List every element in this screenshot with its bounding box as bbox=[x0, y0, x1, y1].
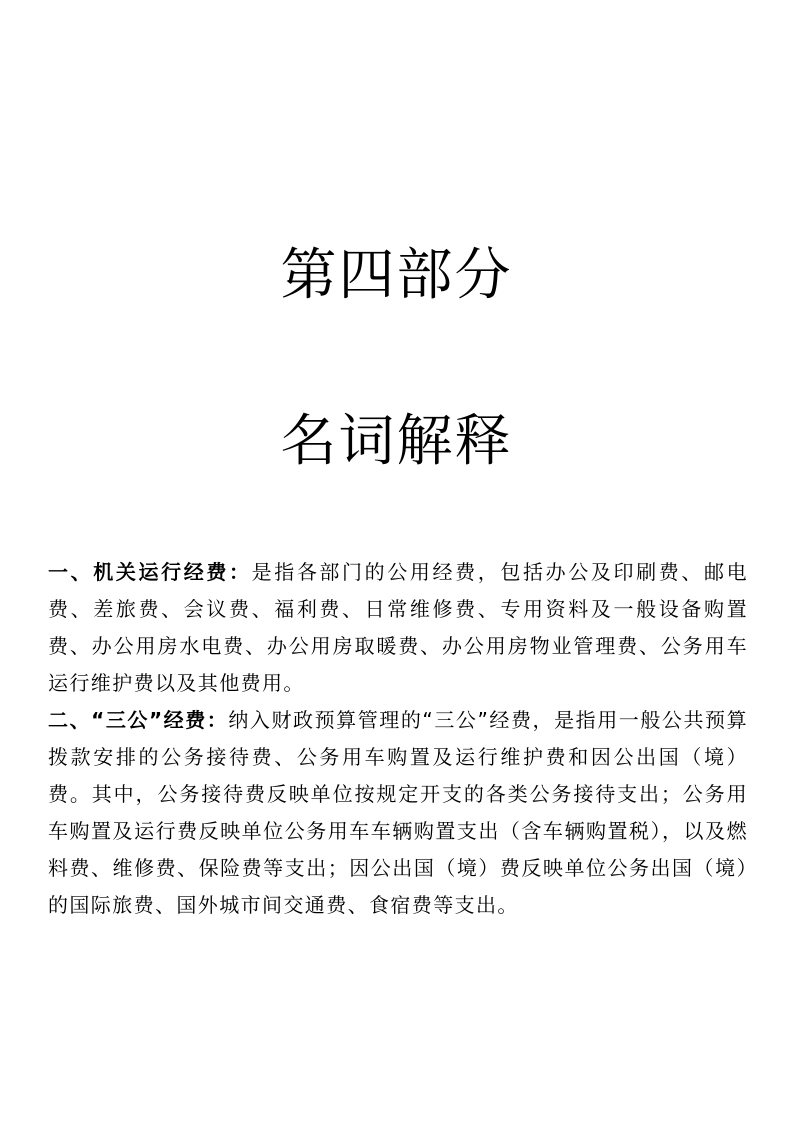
glossary-definition: 是指各部门的公用经费，包括办公及印刷费、邮电费、差旅费、会议费、福利费、日常维修费、专用资料及一般设备购置费、办公用房水电费、办公用房取暖费、办公用房物业管理费、公务用车运行维护费以及其他费用。 bbox=[48, 560, 748, 695]
section-title: 名词解释 bbox=[280, 409, 513, 474]
glossary-term: 一、机关运行经费： bbox=[48, 560, 252, 584]
glossary-term: 二、“三公”经费： bbox=[48, 708, 229, 732]
glossary-item-operating-expenses bbox=[48, 554, 748, 702]
part-title: 第四部分 bbox=[280, 243, 513, 308]
glossary-item-three-public-expenses bbox=[48, 702, 748, 924]
glossary-definition: 纳入财政预算管理的“三公”经费，是指用一般公共预算拨款安排的公务接待费、公务用车购置及运行维护费和因公出国（境）费。其中，公务接待费反映单位按规定开支的各类公务接待支出；公务用车购置及运行费反映单位公务用车车辆购置支出（含车辆购置税），以及燃料费、维修费、保险费等支出；因公出国（境）费反映单位公务出国（境）的国际旅费、国外城市间交通费、食宿费等支出。 bbox=[48, 708, 748, 917]
glossary-content bbox=[48, 554, 748, 924]
